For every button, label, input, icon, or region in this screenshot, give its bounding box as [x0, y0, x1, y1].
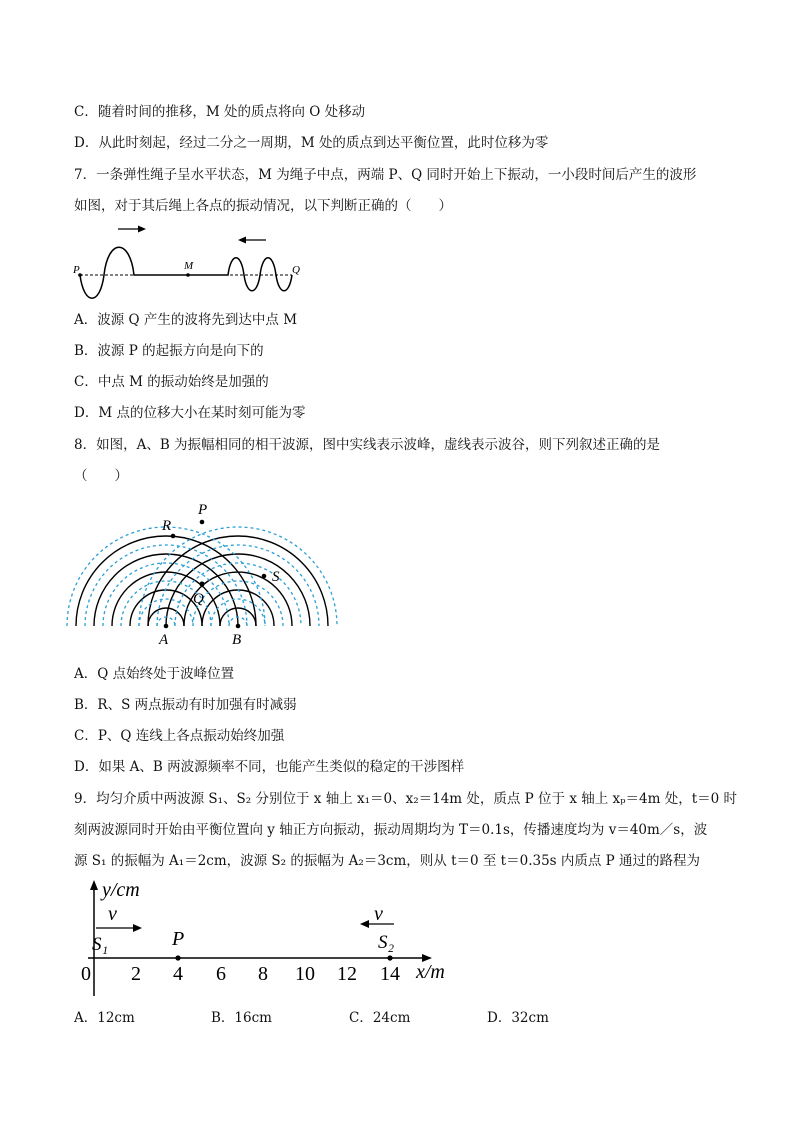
p-wave-pulse [80, 247, 188, 298]
label-a: A [159, 632, 169, 648]
tick-4: 4 [173, 963, 183, 985]
point-s2 [387, 955, 392, 960]
velocity-label-right: v [374, 903, 383, 925]
q9-stem-line-2: 刻两波源同时开始由平衡位置向 y 轴正方向振动，振动周期均为 T＝0.1s，传播速度均为 v＝40m／s，波 [74, 822, 708, 838]
tick-10: 10 [295, 963, 315, 985]
label-p: P [172, 928, 185, 950]
tick-0: 0 [81, 963, 91, 985]
q9-option-b: B．16cm [211, 1010, 272, 1026]
q9-option-d: D．32cm [487, 1010, 549, 1026]
q-wave-pulse [188, 258, 292, 291]
q9-stem-line-1: 9．均匀介质中两波源 S₁、S₂ 分别位于 x 轴上 x₁＝0、x₂＝14m 处，质点 P 位于 x 轴上 xₚ＝4m 处，t＝0 时 [74, 791, 738, 807]
tick-12: 12 [337, 963, 357, 985]
q7-stem-line-1: 7．一条弹性绳子呈水平状态，M 为绳子中点，两端 P、Q 同时开始上下振动，一小段时间后产生的波形 [74, 167, 697, 183]
velocity-label-left: v [108, 903, 117, 925]
q9-option-a: A．12cm [74, 1010, 135, 1026]
point-p [175, 955, 180, 960]
q7-option-b: B．波源 P 的起振方向是向下的 [74, 343, 264, 359]
label-q: Q [193, 591, 204, 607]
x-tick-labels [81, 963, 400, 985]
q7-option-a: A．波源 Q 产生的波将先到达中点 M [74, 312, 298, 328]
q9-axis-figure [74, 876, 474, 1001]
label-r: R [162, 518, 172, 534]
point-p [200, 520, 205, 525]
right-arrow-icon [96, 924, 142, 932]
q9-options-row [0, 1008, 794, 1028]
q6-option-c: C．随着时间的推移，M 处的质点将向 O 处移动 [74, 104, 366, 120]
q7-stem-line-2: 如图，对于其后绳上各点的振动情况，以下判断正确的（ ） [74, 198, 452, 214]
q6-option-d: D．从此时刻起，经过二分之一周期，M 处的质点到达平衡位置，此时位移为零 [74, 135, 549, 151]
q8-interference-figure [74, 500, 354, 650]
x-axis-label: x/m [416, 961, 445, 983]
label-m: M [184, 260, 194, 272]
tick-2: 2 [131, 963, 141, 985]
y-axis-label: y/cm [102, 879, 140, 901]
crest-arcs [76, 536, 328, 626]
label-s1: S₁ [92, 934, 109, 955]
q8-stem-line-1: 8．如图，A、B 为振幅相同的相干波源，图中实线表示波峰，虚线表示波谷，则下列叙述正确的是 [74, 437, 661, 453]
label-p: P [198, 502, 208, 518]
label-q: Q [292, 264, 300, 276]
label-b: B [232, 632, 242, 648]
y-axis-arrow-icon [90, 880, 98, 890]
q8-option-b: B．R、S 两点振动有时加强有时减弱 [74, 697, 297, 713]
point-s [262, 574, 267, 579]
q7-option-c: C．中点 M 的振动始终是加强的 [74, 374, 269, 390]
q8-stem-line-2: （ ） [74, 468, 128, 484]
label-s2: S₂ [378, 932, 395, 953]
q9-option-c: C．24cm [349, 1010, 411, 1026]
point-m [186, 273, 190, 277]
q7-rope-wave-figure [70, 218, 310, 308]
left-arrow-icon [238, 237, 266, 244]
right-arrow-icon [118, 226, 146, 233]
trough-arcs [67, 527, 337, 626]
tick-14: 14 [380, 963, 400, 985]
tick-8: 8 [258, 963, 268, 985]
tick-6: 6 [216, 963, 226, 985]
label-s: S [272, 569, 280, 585]
q9-stem-line-3: 源 S₁ 的振幅为 A₁＝2cm，波源 S₂ 的振幅为 A₂＝3cm，则从 t＝0 至 t＝0.35s 内质点 P 通过的路程为 [74, 853, 701, 869]
q8-option-a: A．Q 点始终处于波峰位置 [74, 666, 235, 682]
q8-option-d: D．如果 A、B 两波源频率不同，也能产生类似的稳定的干涉图样 [74, 759, 465, 775]
q8-option-c: C．P、Q 连线上各点振动始终加强 [74, 728, 285, 744]
source-b [236, 624, 241, 629]
label-p: P [73, 264, 80, 276]
point-r [171, 534, 176, 539]
source-a [164, 624, 169, 629]
point-q [199, 581, 204, 586]
q7-option-d: D．M 点的位移大小在某时刻可能为零 [74, 405, 306, 421]
